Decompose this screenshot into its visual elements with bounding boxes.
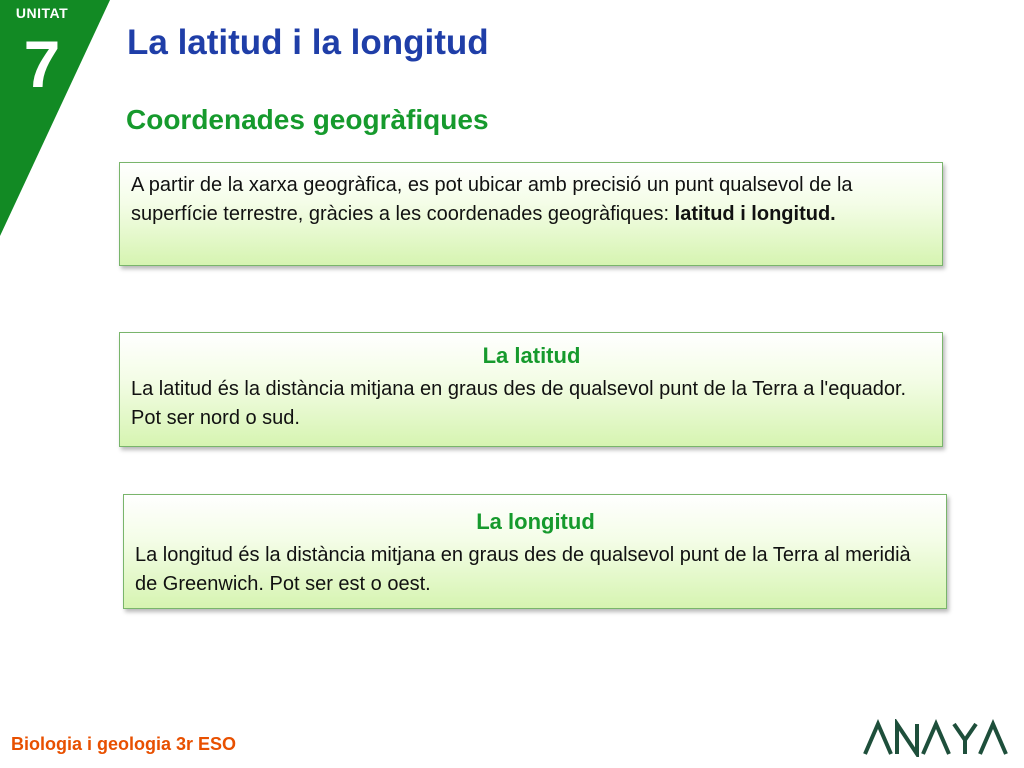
- unit-number: 7: [23, 27, 61, 101]
- latitude-text: La latitud és la distància mitjana en graus des de qualsevol punt de la Terra a l'equador. Pot ser nord o sud.: [131, 378, 907, 429]
- latitude-heading: La latitud: [482, 343, 581, 368]
- intro-text-bold: latitud i longitud.: [674, 203, 836, 225]
- unit-badge: [0, 0, 120, 250]
- unit-label: UNITAT: [15, 5, 69, 21]
- intro-text-body: A partir de la xarxa geogràfica, es pot ubicar amb precisió un punt qualsevol de la superfície terrestre, gràcies a les coordenades geogràfiques:: [131, 174, 853, 225]
- longitude-heading: La longitud: [476, 509, 595, 534]
- anaya-logo: [862, 719, 1008, 757]
- footer-subject: Biologia i geologia 3r ESO: [11, 734, 237, 754]
- latitude-card: [119, 332, 943, 447]
- longitude-card: [123, 494, 947, 609]
- page-title: La latitud i la longitud: [127, 23, 489, 62]
- intro-card: [119, 162, 943, 266]
- section-title: Coordenades geogràfiques: [126, 104, 489, 135]
- longitude-text: La longitud és la distància mitjana en graus des de qualsevol punt de la Terra al meridià de Greenwich. Pot ser est o oest.: [135, 544, 911, 595]
- intro-text: [131, 171, 932, 229]
